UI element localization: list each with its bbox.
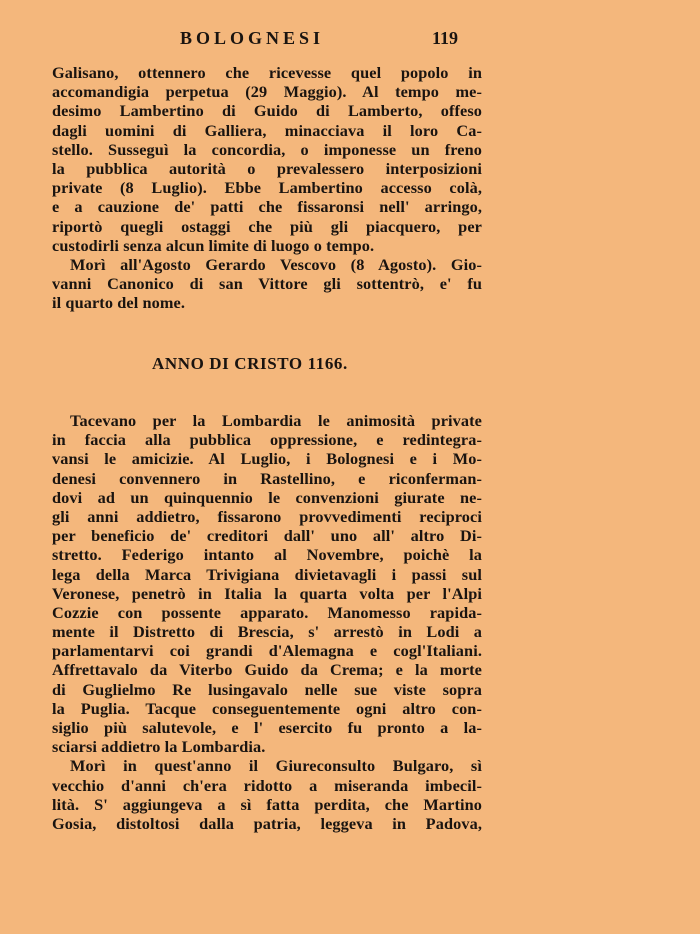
page-number: 119 [432, 28, 459, 48]
text-line: e a cauzione de' patti che fissaronsi nell' arringo, [52, 197, 482, 217]
text-line: per beneficio de' creditori dall' uno all' altro Di- [52, 526, 482, 546]
text-line: accomandigia perpetua (29 Maggio). Al tempo me- [52, 82, 482, 102]
text-line: stello. Susseguì la concordia, o imponesse un freno [52, 139, 482, 159]
text-line: custodirli senza alcun limite di luogo o tempo. [52, 235, 375, 255]
text-line: il quarto del nome. [52, 293, 186, 313]
text-line: denesi convennero in Rastellino, e riconferman- [52, 468, 482, 488]
section-heading: ANNO DI CRISTO 1166. [152, 354, 348, 373]
paragraph-block-1 [52, 63, 482, 312]
text-line: in faccia alla pubblica oppressione, e redintegra- [52, 430, 482, 450]
text-line: Gosia, distoltosi dalla patria, leggeva in Padova, [52, 813, 482, 833]
text-line: stretto. Federigo intanto al Novembre, poichè la [52, 545, 482, 565]
text-line: la pubblica autorità o prevalessero interposizioni [52, 158, 482, 178]
text-line: vanni Canonico di san Vittore gli sottentrò, e' fu [52, 274, 482, 294]
text-line: desimo Lambertino di Guido di Lamberto, offeso [52, 101, 482, 121]
text-line: Galisano, ottennero che ricevesse quel popolo in [52, 63, 482, 82]
text-line: lità. S' aggiungeva a sì fatta perdita, che Martino [52, 794, 482, 814]
text-line: dovi ad un quinquennio le convenzioni giurate ne- [52, 487, 482, 507]
text-line: lega della Marca Trivigiana divietavagli i passi sul [52, 564, 482, 584]
text-line: riportò quegli ostaggi che più gli piacquero, per [52, 216, 482, 236]
text-line: sciarsi addietro la Lombardia. [52, 737, 266, 757]
text-line: la Puglia. Tacque conseguentemente ogni altro con- [52, 698, 482, 718]
text-line: Morì all'Agosto Gerardo Vescovo (8 Agosto). Gio- [70, 254, 482, 274]
text-line: mente il Distretto di Brescia, s' arrestò in Lodi a [52, 622, 482, 642]
text-line: Cozzie con possente apparato. Manomesso rapida- [52, 602, 482, 622]
text-line: Affrettavalo da Viterbo Guido da Crema; e la morte [52, 660, 482, 680]
running-title: BOLOGNESI [180, 28, 325, 48]
text-line: Morì in quest'anno il Giureconsulto Bulgaro, sì [70, 756, 482, 776]
text-line: vansi le amicizie. Al Luglio, i Bolognesi e i Mo- [52, 449, 482, 469]
text-line: parlamentarvi coi grandi d'Alemagna e cogl'Italiani. [52, 641, 482, 661]
text-line: vecchio d'anni ch'era ridotto a miseranda imbecil- [52, 775, 482, 795]
text-line: private (8 Luglio). Ebbe Lambertino accesso colà, [52, 178, 482, 198]
text-line: Veronese, penetrò in Italia la quarta volta per l'Alpi [52, 583, 482, 603]
text-line: di Guglielmo Re lusingavalo nelle sue viste sopra [52, 679, 482, 699]
text-line: Tacevano per la Lombardia le animosità private [70, 411, 482, 430]
text-line: siglio più salutevole, e l' esercito fu pronto a la- [52, 718, 482, 737]
text-line: gli anni addietro, fissarono provvedimenti reciproci [52, 506, 482, 526]
text-line: dagli uomini di Galliera, minacciava il loro Ca- [52, 120, 482, 140]
paragraph-block-2 [52, 411, 482, 833]
